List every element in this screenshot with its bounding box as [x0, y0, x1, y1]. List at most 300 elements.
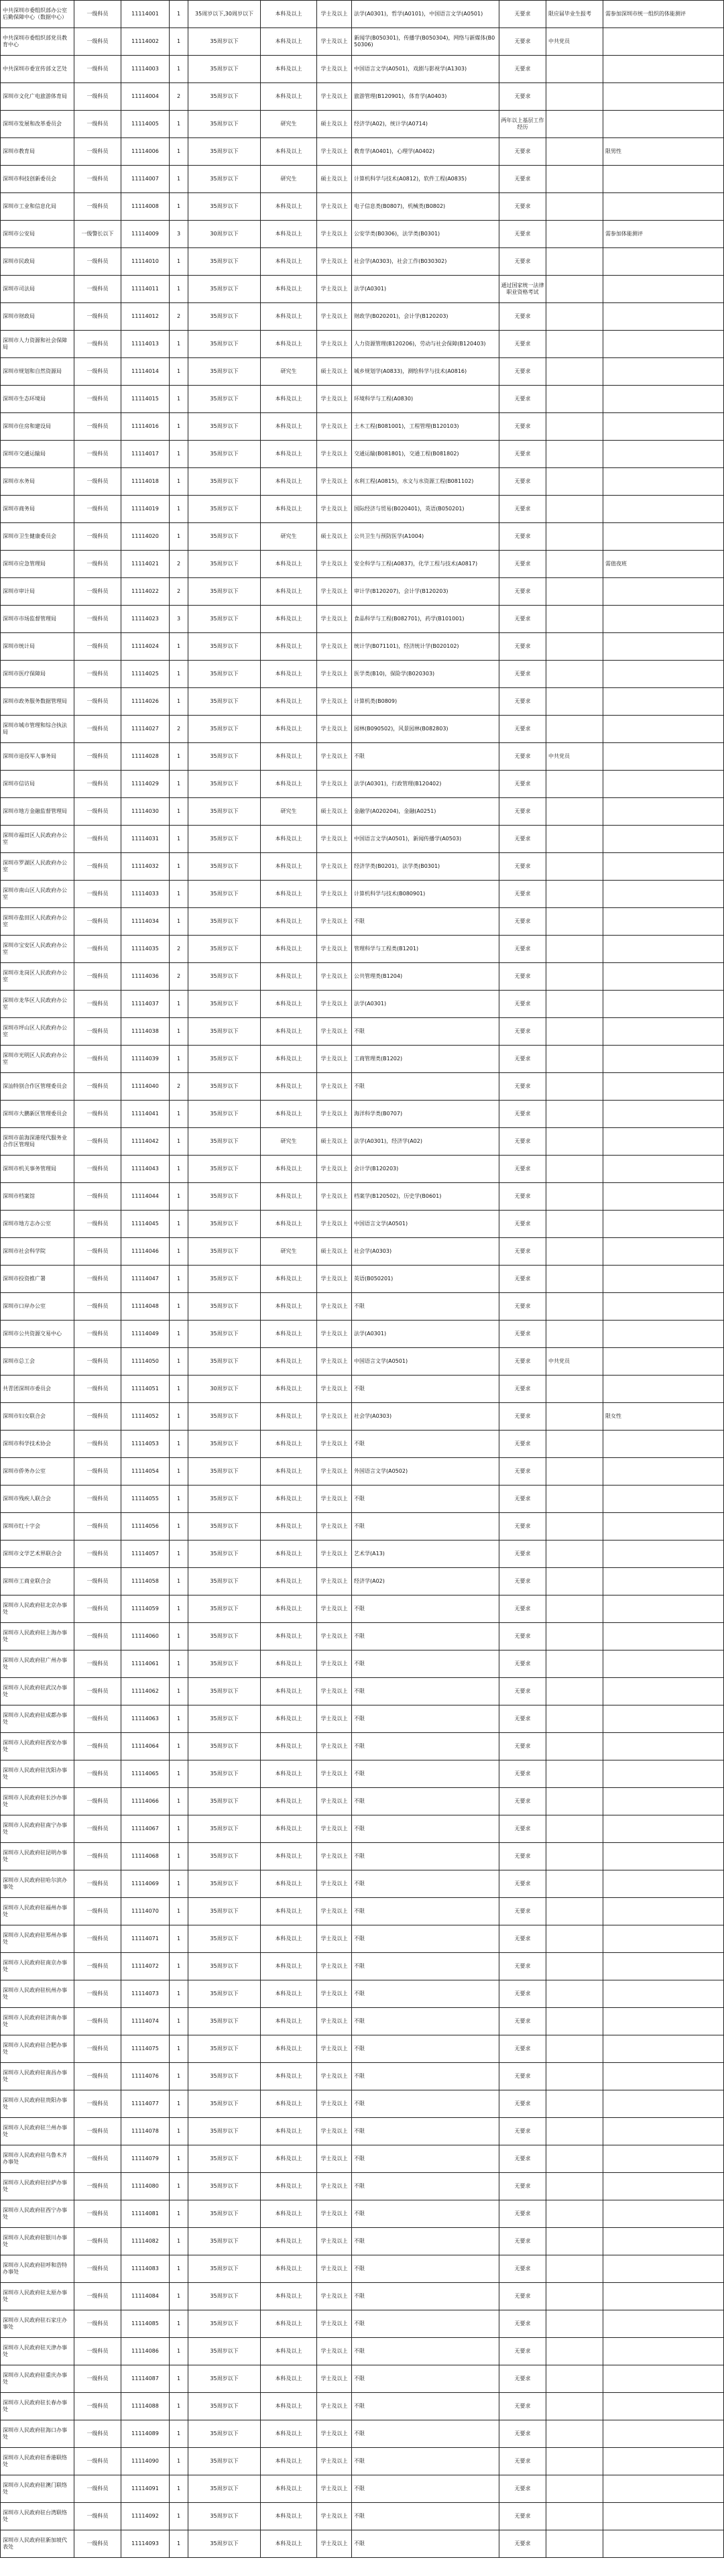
- remark-cell: [546, 853, 603, 881]
- code-cell: 11114074: [121, 2008, 170, 2035]
- major-cell: 不限: [352, 1513, 499, 1541]
- level-cell: 一级科员: [74, 2420, 121, 2448]
- age-cell: 35周岁以下: [188, 963, 261, 991]
- table-row: [1, 963, 724, 991]
- degree-cell: 学士及以上: [317, 1403, 352, 1431]
- code-cell: 11114034: [121, 908, 170, 936]
- education-cell: 本科及以上: [261, 2310, 317, 2338]
- code-cell: 11114071: [121, 1925, 170, 1953]
- level-cell: 一级科员: [74, 1458, 121, 1486]
- age-cell: 35周岁以下: [188, 991, 261, 1018]
- education-cell: 本科及以上: [261, 716, 317, 743]
- unit-cell: 深圳市盐田区人民政府办公室: [1, 908, 74, 936]
- major-cell: 不限: [352, 2145, 499, 2173]
- remark-cell: [546, 1733, 603, 1760]
- code-cell: 11114060: [121, 1623, 170, 1650]
- note-cell: [603, 2283, 724, 2310]
- age-cell: 35周岁以下: [188, 441, 261, 468]
- age-cell: 35周岁以下: [188, 826, 261, 853]
- age-cell: 35周岁以下: [188, 1815, 261, 1843]
- degree-cell: 学士及以上: [317, 1815, 352, 1843]
- note-cell: [603, 1018, 724, 1046]
- count-cell: 1: [170, 1980, 188, 2008]
- education-cell: 本科及以上: [261, 1376, 317, 1403]
- note-cell: [603, 1870, 724, 1898]
- condition-cell: 无要求: [499, 991, 546, 1018]
- code-cell: 11114091: [121, 2475, 170, 2503]
- major-cell: 社会学(A0303)，社会工作(B030302): [352, 248, 499, 276]
- major-cell: 不限: [352, 1980, 499, 2008]
- major-cell: 国际经济与贸易(B020401)，英语(B050201): [352, 496, 499, 523]
- code-cell: 11114043: [121, 1156, 170, 1183]
- remark-cell: [546, 1898, 603, 1925]
- level-cell: 一级科员: [74, 2503, 121, 2530]
- level-cell: 一级科员: [74, 2310, 121, 2338]
- education-cell: 本科及以上: [261, 1623, 317, 1650]
- unit-cell: 深圳市发展和改革委员会: [1, 111, 74, 138]
- count-cell: 1: [170, 771, 188, 798]
- level-cell: 一级科员: [74, 743, 121, 771]
- note-cell: [603, 881, 724, 908]
- major-cell: 不限: [352, 2008, 499, 2035]
- remark-cell: [546, 2118, 603, 2145]
- age-cell: 35周岁以下: [188, 1348, 261, 1376]
- table-row: [1, 798, 724, 826]
- level-cell: 一级科员: [74, 2063, 121, 2090]
- table-row: [1, 936, 724, 963]
- unit-cell: 深圳市人民政府驻昆明办事处: [1, 1843, 74, 1870]
- major-cell: 电子信息类(B0807)，机械类(B0802): [352, 193, 499, 221]
- unit-cell: 深圳市规划和自然资源局: [1, 358, 74, 386]
- level-cell: 一级科员: [74, 111, 121, 138]
- education-cell: 研究生: [261, 358, 317, 386]
- note-cell: [603, 441, 724, 468]
- table-row: [1, 56, 724, 83]
- count-cell: 1: [170, 2255, 188, 2283]
- note-cell: [603, 303, 724, 331]
- condition-cell: 无要求: [499, 1870, 546, 1898]
- table-row: [1, 1458, 724, 1486]
- degree-cell: 学士及以上: [317, 1211, 352, 1238]
- level-cell: 一级科员: [74, 1101, 121, 1128]
- major-cell: 公共卫生与预防医学(A1004): [352, 523, 499, 551]
- degree-cell: 学士及以上: [317, 2118, 352, 2145]
- education-cell: 本科及以上: [261, 1156, 317, 1183]
- level-cell: 一级科员: [74, 1513, 121, 1541]
- major-cell: 不限: [352, 2420, 499, 2448]
- count-cell: 1: [170, 2173, 188, 2200]
- code-cell: 11114089: [121, 2420, 170, 2448]
- education-cell: 本科及以上: [261, 1705, 317, 1733]
- note-cell: [603, 2145, 724, 2173]
- age-cell: 35周岁以下: [188, 1760, 261, 1788]
- remark-cell: [546, 1623, 603, 1650]
- unit-cell: 深圳市人民政府驻台湾联络处: [1, 2503, 74, 2530]
- note-cell: [603, 1788, 724, 1815]
- table-row: [1, 881, 724, 908]
- degree-cell: 学士及以上: [317, 1376, 352, 1403]
- education-cell: 本科及以上: [261, 2063, 317, 2090]
- remark-cell: [546, 881, 603, 908]
- degree-cell: 学士及以上: [317, 331, 352, 358]
- unit-cell: 深圳市卫生健康委员会: [1, 523, 74, 551]
- degree-cell: 学士及以上: [317, 661, 352, 688]
- age-cell: 35周岁以下: [188, 1870, 261, 1898]
- degree-cell: 学士及以上: [317, 1898, 352, 1925]
- unit-cell: 深圳市人民政府驻西安办事处: [1, 1733, 74, 1760]
- table-row: [1, 2035, 724, 2063]
- count-cell: 1: [170, 331, 188, 358]
- note-cell: [603, 83, 724, 111]
- major-cell: 不限: [352, 1898, 499, 1925]
- table-row: [1, 2283, 724, 2310]
- condition-cell: 无要求: [499, 386, 546, 413]
- level-cell: 一级科员: [74, 1788, 121, 1815]
- condition-cell: 无要求: [499, 1211, 546, 1238]
- age-cell: 35周岁以下: [188, 1486, 261, 1513]
- major-cell: 园林(B090502)，风景园林(B082803): [352, 716, 499, 743]
- age-cell: 35周岁以下: [188, 1128, 261, 1156]
- code-cell: 11114017: [121, 441, 170, 468]
- degree-cell: 学士及以上: [317, 496, 352, 523]
- degree-cell: 学士及以上: [317, 276, 352, 303]
- table-row: [1, 1568, 724, 1595]
- degree-cell: 学士及以上: [317, 1513, 352, 1541]
- level-cell: 一级科员: [74, 688, 121, 716]
- degree-cell: 学士及以上: [317, 1733, 352, 1760]
- code-cell: 11114058: [121, 1568, 170, 1595]
- condition-cell: 无要求: [499, 248, 546, 276]
- education-cell: 本科及以上: [261, 2255, 317, 2283]
- condition-cell: 无要求: [499, 908, 546, 936]
- remark-cell: [546, 1925, 603, 1953]
- major-cell: 不限: [352, 2063, 499, 2090]
- level-cell: 一级科员: [74, 138, 121, 166]
- condition-cell: 无要求: [499, 2420, 546, 2448]
- note-cell: [603, 1623, 724, 1650]
- age-cell: 35周岁以下: [188, 1293, 261, 1321]
- degree-cell: 学士及以上: [317, 908, 352, 936]
- table-row: [1, 1733, 724, 1760]
- education-cell: 本科及以上: [261, 1458, 317, 1486]
- age-cell: 35周岁以下: [188, 551, 261, 578]
- table-row: [1, 1788, 724, 1815]
- level-cell: 一级科员: [74, 358, 121, 386]
- note-cell: [603, 1376, 724, 1403]
- table-row: [1, 1156, 724, 1183]
- level-cell: 一级科员: [74, 606, 121, 633]
- unit-cell: 深圳市人民政府驻南昌办事处: [1, 2063, 74, 2090]
- degree-cell: 学士及以上: [317, 716, 352, 743]
- remark-cell: [546, 1650, 603, 1678]
- major-cell: 海洋科学类(B0707): [352, 1101, 499, 1128]
- remark-cell: [546, 1431, 603, 1458]
- unit-cell: 中共深圳市委宣传部文艺处: [1, 56, 74, 83]
- count-cell: 1: [170, 248, 188, 276]
- age-cell: 35周岁以下: [188, 2063, 261, 2090]
- degree-cell: 学士及以上: [317, 1431, 352, 1458]
- note-cell: [603, 28, 724, 56]
- major-cell: 中国语言文学(A0501)，戏剧与影视学(A1303): [352, 56, 499, 83]
- age-cell: 35周岁以下: [188, 771, 261, 798]
- major-cell: 不限: [352, 1623, 499, 1650]
- code-cell: 11114021: [121, 551, 170, 578]
- degree-cell: 学士及以上: [317, 2338, 352, 2365]
- remark-cell: [546, 716, 603, 743]
- table-row: [1, 2173, 724, 2200]
- note-cell: [603, 2338, 724, 2365]
- unit-cell: 深圳市教育局: [1, 138, 74, 166]
- level-cell: 一级科员: [74, 413, 121, 441]
- degree-cell: 学士及以上: [317, 1870, 352, 1898]
- degree-cell: 学士及以上: [317, 853, 352, 881]
- code-cell: 11114062: [121, 1678, 170, 1705]
- degree-cell: 学士及以上: [317, 578, 352, 606]
- table-row: [1, 1925, 724, 1953]
- age-cell: 35周岁以下: [188, 1458, 261, 1486]
- code-cell: 11114083: [121, 2255, 170, 2283]
- education-cell: 本科及以上: [261, 1183, 317, 1211]
- code-cell: 11114088: [121, 2393, 170, 2420]
- note-cell: [603, 1568, 724, 1595]
- code-cell: 11114029: [121, 771, 170, 798]
- count-cell: 1: [170, 1623, 188, 1650]
- note-cell: [603, 496, 724, 523]
- remark-cell: [546, 248, 603, 276]
- unit-cell: 深圳市人民政府驻哈尔滨办事处: [1, 1870, 74, 1898]
- level-cell: 一级科员: [74, 1678, 121, 1705]
- level-cell: 一级科员: [74, 771, 121, 798]
- degree-cell: 学士及以上: [317, 2035, 352, 2063]
- degree-cell: 硕士及以上: [317, 798, 352, 826]
- age-cell: 35周岁以下: [188, 2503, 261, 2530]
- code-cell: 11114005: [121, 111, 170, 138]
- education-cell: 本科及以上: [261, 1403, 317, 1431]
- condition-cell: 无要求: [499, 2008, 546, 2035]
- education-cell: 本科及以上: [261, 2228, 317, 2255]
- remark-cell: [546, 441, 603, 468]
- age-cell: 35周岁以下: [188, 193, 261, 221]
- table-row: [1, 743, 724, 771]
- condition-cell: 无要求: [499, 771, 546, 798]
- remark-cell: [546, 1568, 603, 1595]
- note-cell: [603, 2118, 724, 2145]
- unit-cell: 深圳市人民政府驻新加坡代表处: [1, 2530, 74, 2558]
- condition-cell: 无要求: [499, 633, 546, 661]
- note-cell: [603, 1293, 724, 1321]
- level-cell: 一级科员: [74, 1541, 121, 1568]
- unit-cell: 深圳市人民政府驻南宁办事处: [1, 1815, 74, 1843]
- table-row: [1, 1183, 724, 1211]
- level-cell: 一级科员: [74, 193, 121, 221]
- degree-cell: 学士及以上: [317, 2228, 352, 2255]
- major-cell: 医学类(B10)，保险学(B020303): [352, 661, 499, 688]
- count-cell: 1: [170, 661, 188, 688]
- degree-cell: 学士及以上: [317, 2448, 352, 2475]
- level-cell: 一级科员: [74, 1376, 121, 1403]
- degree-cell: 硕士及以上: [317, 523, 352, 551]
- condition-cell: 无要求: [499, 1486, 546, 1513]
- unit-cell: 深圳市大鹏新区管理委员会: [1, 1101, 74, 1128]
- remark-cell: [546, 413, 603, 441]
- age-cell: 35周岁以下: [188, 1431, 261, 1458]
- level-cell: 一级科员: [74, 1980, 121, 2008]
- remark-cell: [546, 798, 603, 826]
- degree-cell: 学士及以上: [317, 2475, 352, 2503]
- unit-cell: 深圳市人民政府驻沈阳办事处: [1, 1760, 74, 1788]
- major-cell: 不限: [352, 2310, 499, 2338]
- education-cell: 本科及以上: [261, 2530, 317, 2558]
- code-cell: 11114006: [121, 138, 170, 166]
- level-cell: 一级科员: [74, 2118, 121, 2145]
- code-cell: 11114073: [121, 1980, 170, 2008]
- degree-cell: 硕士及以上: [317, 1128, 352, 1156]
- unit-cell: 深圳市人民政府驻西宁办事处: [1, 2200, 74, 2228]
- remark-cell: [546, 2448, 603, 2475]
- major-cell: 安全科学与工程(A0837)，化学工程与技术(A0817): [352, 551, 499, 578]
- remark-cell: [546, 2393, 603, 2420]
- remark-cell: [546, 2063, 603, 2090]
- remark-cell: [546, 578, 603, 606]
- education-cell: 本科及以上: [261, 936, 317, 963]
- major-cell: 不限: [352, 1870, 499, 1898]
- condition-cell: 无要求: [499, 798, 546, 826]
- major-cell: 土木工程(B081001)，工程管理(B120103): [352, 413, 499, 441]
- code-cell: 11114001: [121, 1, 170, 28]
- count-cell: 2: [170, 716, 188, 743]
- age-cell: 35周岁以下: [188, 1266, 261, 1293]
- remark-cell: [546, 1760, 603, 1788]
- note-cell: [603, 1760, 724, 1788]
- table-row: [1, 2090, 724, 2118]
- count-cell: 1: [170, 1843, 188, 1870]
- remark-cell: [546, 1293, 603, 1321]
- remark-cell: [546, 83, 603, 111]
- level-cell: 一级科员: [74, 56, 121, 83]
- condition-cell: 无要求: [499, 1650, 546, 1678]
- count-cell: 1: [170, 1238, 188, 1266]
- count-cell: 1: [170, 468, 188, 496]
- unit-cell: 深圳市宝安区人民政府办公室: [1, 936, 74, 963]
- degree-cell: 学士及以上: [317, 2255, 352, 2283]
- count-cell: 1: [170, 1, 188, 28]
- table-row: [1, 441, 724, 468]
- major-cell: 不限: [352, 2338, 499, 2365]
- level-cell: 一级科员: [74, 83, 121, 111]
- table-row: [1, 1293, 724, 1321]
- table-row: [1, 1541, 724, 1568]
- unit-cell: 深圳市市场监督管理局: [1, 606, 74, 633]
- table-row: [1, 1870, 724, 1898]
- code-cell: 11114013: [121, 331, 170, 358]
- degree-cell: 学士及以上: [317, 1266, 352, 1293]
- remark-cell: [546, 661, 603, 688]
- level-cell: 一级科员: [74, 1266, 121, 1293]
- age-cell: 35周岁以下: [188, 1568, 261, 1595]
- count-cell: 2: [170, 1073, 188, 1101]
- condition-cell: 无要求: [499, 606, 546, 633]
- major-cell: 会计学(B120203): [352, 1156, 499, 1183]
- age-cell: 35周岁以下: [188, 2475, 261, 2503]
- age-cell: 35周岁以下: [188, 1541, 261, 1568]
- education-cell: 本科及以上: [261, 28, 317, 56]
- code-cell: 11114052: [121, 1403, 170, 1431]
- remark-cell: [546, 496, 603, 523]
- major-cell: 不限: [352, 2118, 499, 2145]
- age-cell: 35周岁以下: [188, 2420, 261, 2448]
- count-cell: 1: [170, 56, 188, 83]
- count-cell: 1: [170, 2338, 188, 2365]
- education-cell: 本科及以上: [261, 1733, 317, 1760]
- level-cell: 一级科员: [74, 1760, 121, 1788]
- count-cell: 1: [170, 908, 188, 936]
- major-cell: 中国语言文学(A0501): [352, 1211, 499, 1238]
- education-cell: 本科及以上: [261, 963, 317, 991]
- unit-cell: 深圳市人民政府驻澳门联络处: [1, 2475, 74, 2503]
- table-row: [1, 1376, 724, 1403]
- condition-cell: 无要求: [499, 1843, 546, 1870]
- education-cell: 研究生: [261, 523, 317, 551]
- unit-cell: 深圳市龙华区人民政府办公室: [1, 991, 74, 1018]
- age-cell: 35周岁以下: [188, 1046, 261, 1073]
- major-cell: 不限: [352, 1018, 499, 1046]
- degree-cell: 学士及以上: [317, 963, 352, 991]
- note-cell: [603, 578, 724, 606]
- table-row: [1, 1348, 724, 1376]
- note-cell: [603, 2365, 724, 2393]
- note-cell: [603, 826, 724, 853]
- remark-cell: [546, 688, 603, 716]
- table-row: [1, 2338, 724, 2365]
- table-row: [1, 468, 724, 496]
- remark-cell: [546, 2338, 603, 2365]
- education-cell: 本科及以上: [261, 2503, 317, 2530]
- count-cell: 1: [170, 1376, 188, 1403]
- level-cell: 一级科员: [74, 991, 121, 1018]
- code-cell: 11114016: [121, 413, 170, 441]
- education-cell: 本科及以上: [261, 688, 317, 716]
- remark-cell: [546, 1870, 603, 1898]
- count-cell: 1: [170, 853, 188, 881]
- major-cell: 环境科学与工程(A0830): [352, 386, 499, 413]
- degree-cell: 学士及以上: [317, 1293, 352, 1321]
- degree-cell: 学士及以上: [317, 743, 352, 771]
- table-row: [1, 248, 724, 276]
- remark-cell: [546, 1980, 603, 2008]
- condition-cell: 无要求: [499, 1980, 546, 2008]
- unit-cell: 深圳市水务局: [1, 468, 74, 496]
- unit-cell: 深圳市人民政府驻杭州办事处: [1, 1980, 74, 2008]
- condition-cell: 无要求: [499, 1293, 546, 1321]
- count-cell: 1: [170, 496, 188, 523]
- degree-cell: 学士及以上: [317, 936, 352, 963]
- note-cell: [603, 963, 724, 991]
- education-cell: 本科及以上: [261, 83, 317, 111]
- count-cell: 1: [170, 2283, 188, 2310]
- age-cell: 35周岁以下: [188, 716, 261, 743]
- major-cell: 计算机科学与技术(A0812)，软件工程(A0835): [352, 166, 499, 193]
- education-cell: 研究生: [261, 111, 317, 138]
- code-cell: 11114067: [121, 1815, 170, 1843]
- degree-cell: 学士及以上: [317, 2310, 352, 2338]
- condition-cell: 无要求: [499, 413, 546, 441]
- code-cell: 11114007: [121, 166, 170, 193]
- count-cell: 1: [170, 2200, 188, 2228]
- remark-cell: [546, 1705, 603, 1733]
- level-cell: 一级科员: [74, 2145, 121, 2173]
- level-cell: 一级科员: [74, 1705, 121, 1733]
- level-cell: 一级科员: [74, 166, 121, 193]
